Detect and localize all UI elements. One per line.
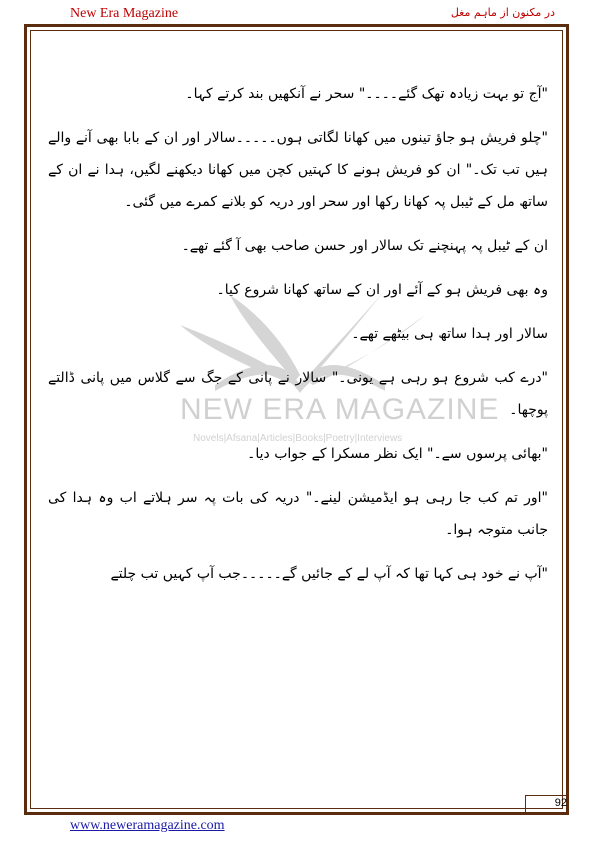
paragraph: "بھائی پرسوں سے۔" ایک نظر مسکرا کے جواب دیا۔ [247, 446, 548, 462]
page-number: 92 [554, 797, 567, 809]
paragraph: "درے کب شروع ہو رہی ہے یونی۔" سالار نے پانی کے جگ سے گلاس میں پانی ڈالتے پوچھا۔ [48, 370, 548, 418]
watermark-subtitle: Novels|Afsana|Articles|Books|Poetry|Interviews [193, 433, 403, 444]
paragraph: ان کے ٹیبل پہ پہنچنے تک سالار اور حسن صاحب بھی آ گئے تھے۔ [181, 238, 548, 254]
magazine-name: New Era Magazine [70, 6, 179, 21]
watermark-title: NEW ERA MAGAZINE [180, 393, 500, 426]
story-body [48, 78, 548, 602]
paragraph: "چلو فریش ہو جاؤ تینوں میں کھانا لگاتی ہوں۔۔۔۔۔سالار اور ان کے بابا بھی آنے والے ہیں تب تک۔" ان کو فریش ہونے کا کہتیں کچن میں کھانا دیکھنے لگیں، ہدا نے ان کے ساتھ مل کے ٹیبل پہ کھانا رکھا اور سحر اور دریہ کو بلانے کمرے میں گئی۔ [48, 130, 548, 210]
paragraph: "اور تم کب جا رہی ہو ایڈمیشن لینے۔" دریہ کی بات پہ سر ہلاتے اب وہ ہدا کی جانب متوجہ ہوا۔ [48, 490, 548, 538]
website-link[interactable]: www.neweramagazine.com [70, 818, 225, 833]
paragraph: "آپ نے خود ہی کہا تھا کہ آپ لے کے جائیں گے۔۔۔۔۔جب آپ کہیں تب چلتے [110, 566, 548, 582]
paragraph: "آج تو بہت زیادہ تھک گئے۔۔۔۔" سحر نے آنکھیں بند کرتے کہا۔ [185, 86, 548, 102]
story-title: در مکنون از ماہم مغل [450, 6, 555, 19]
paragraph: سالار اور ہدا ساتھ ہی بیٹھے تھے۔ [351, 326, 548, 342]
paragraph: وہ بھی فریش ہو کے آئے اور ان کے ساتھ کھانا شروع کیا۔ [216, 282, 548, 298]
